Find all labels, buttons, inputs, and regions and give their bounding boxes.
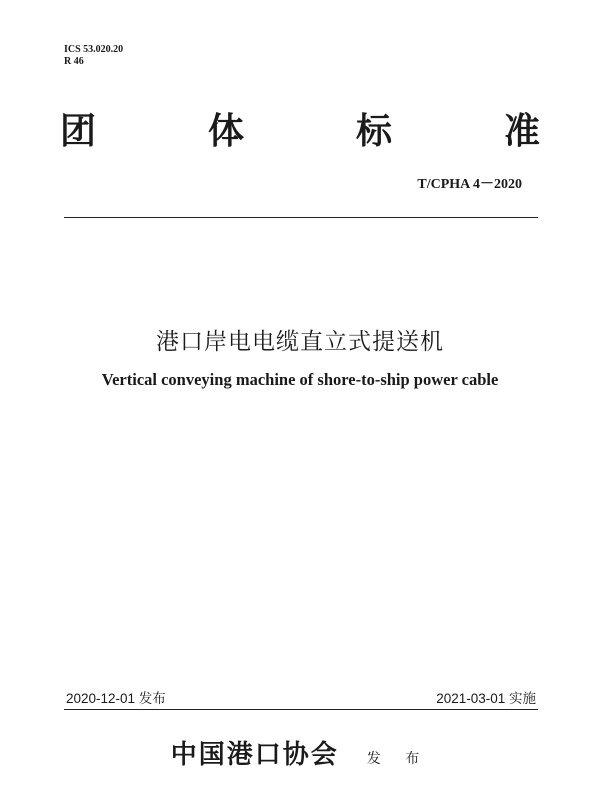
ccs-code: R 46 [64,56,84,67]
ics-code: ICS 53.020.20 [64,44,124,55]
standard-number: T/CPHA 4－2020 [417,177,522,192]
top-divider [64,217,538,218]
publish-date: 2020-12-01 发布 [66,691,166,706]
document-title-english: Vertical conveying machine of shore-to-ship power cable [101,370,499,389]
standard-type-char: 标 [355,110,392,152]
publisher-name: 中国港口协会 [170,740,339,770]
standard-type-char: 团 [60,110,97,152]
publisher-action: 发 布 [366,751,430,767]
implement-date: 2021-03-01 实施 [436,691,536,706]
bottom-divider [64,709,538,710]
classification-codes [64,44,123,68]
standard-type-char: 准 [503,110,540,152]
standard-type-title [60,104,540,152]
publisher-line [0,734,600,771]
document-title-chinese: 港口岸电电缆直立式提送机 [156,329,444,355]
standard-type-char: 体 [207,110,244,152]
